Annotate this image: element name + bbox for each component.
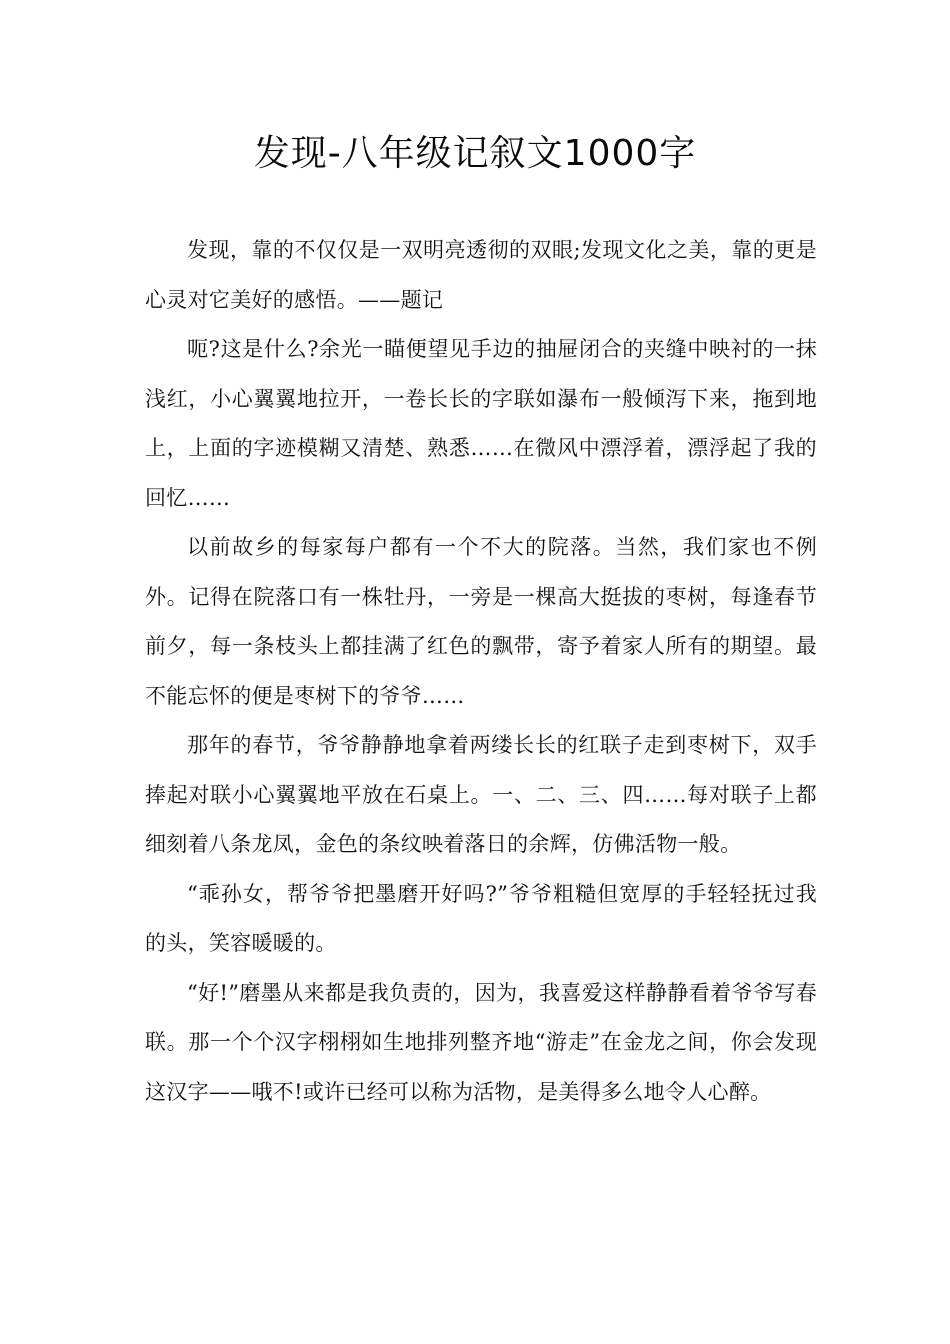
paragraph: 以前故乡的每家每户都有一个不大的院落。当然，我们家也不例外。记得在院落口有一株牡丹，一旁是一棵高大挺拔的枣树，每逢春节前夕，每一条枝头上都挂满了红色的飘带，寄予着家人所有的期望。最不能忘怀的便是枣树下的爷爷…… [145,535,817,708]
paragraph-epigraph: 发现，靠的不仅仅是一双明亮透彻的双眼;发现文化之美，靠的更是心灵对它美好的感悟。——题记 [145,238,817,312]
paragraph: 呃?这是什么?余光一瞄便望见手边的抽屉闭合的夹缝中映衬的一抹浅红，小心翼翼地拉开，一卷长长的字联如瀑布一般倾泻下来，拖到地上，上面的字迹模糊又清楚、熟悉……在微风中漂浮着，漂浮起了我的回忆…… [145,337,817,510]
document-body [145,226,817,1117]
paragraph: “好!”磨墨从来都是我负责的，因为，我喜爱这样静静看着爷爷写春联。那一个个汉字栩栩如生地排列整齐地“游走”在金龙之间，你会发现这汉字——哦不!或许已经可以称为活物，是美得多么地令人心醉。 [145,980,817,1104]
paragraph: 那年的春节，爷爷静静地拿着两缕长长的红联子走到枣树下，双手捧起对联小心翼翼地平放在石桌上。一、二、三、四……每对联子上都细刻着八条龙凤，金色的条纹映着落日的余辉，仿佛活物一般。 [145,733,817,856]
document-title: 发现-八年级记叙文1000字 [253,133,697,174]
paragraph: “乖孙女，帮爷爷把墨磨开好吗?”爷爷粗糙但宽厚的手轻轻抚过我的头，笑容暖暖的。 [145,881,817,955]
